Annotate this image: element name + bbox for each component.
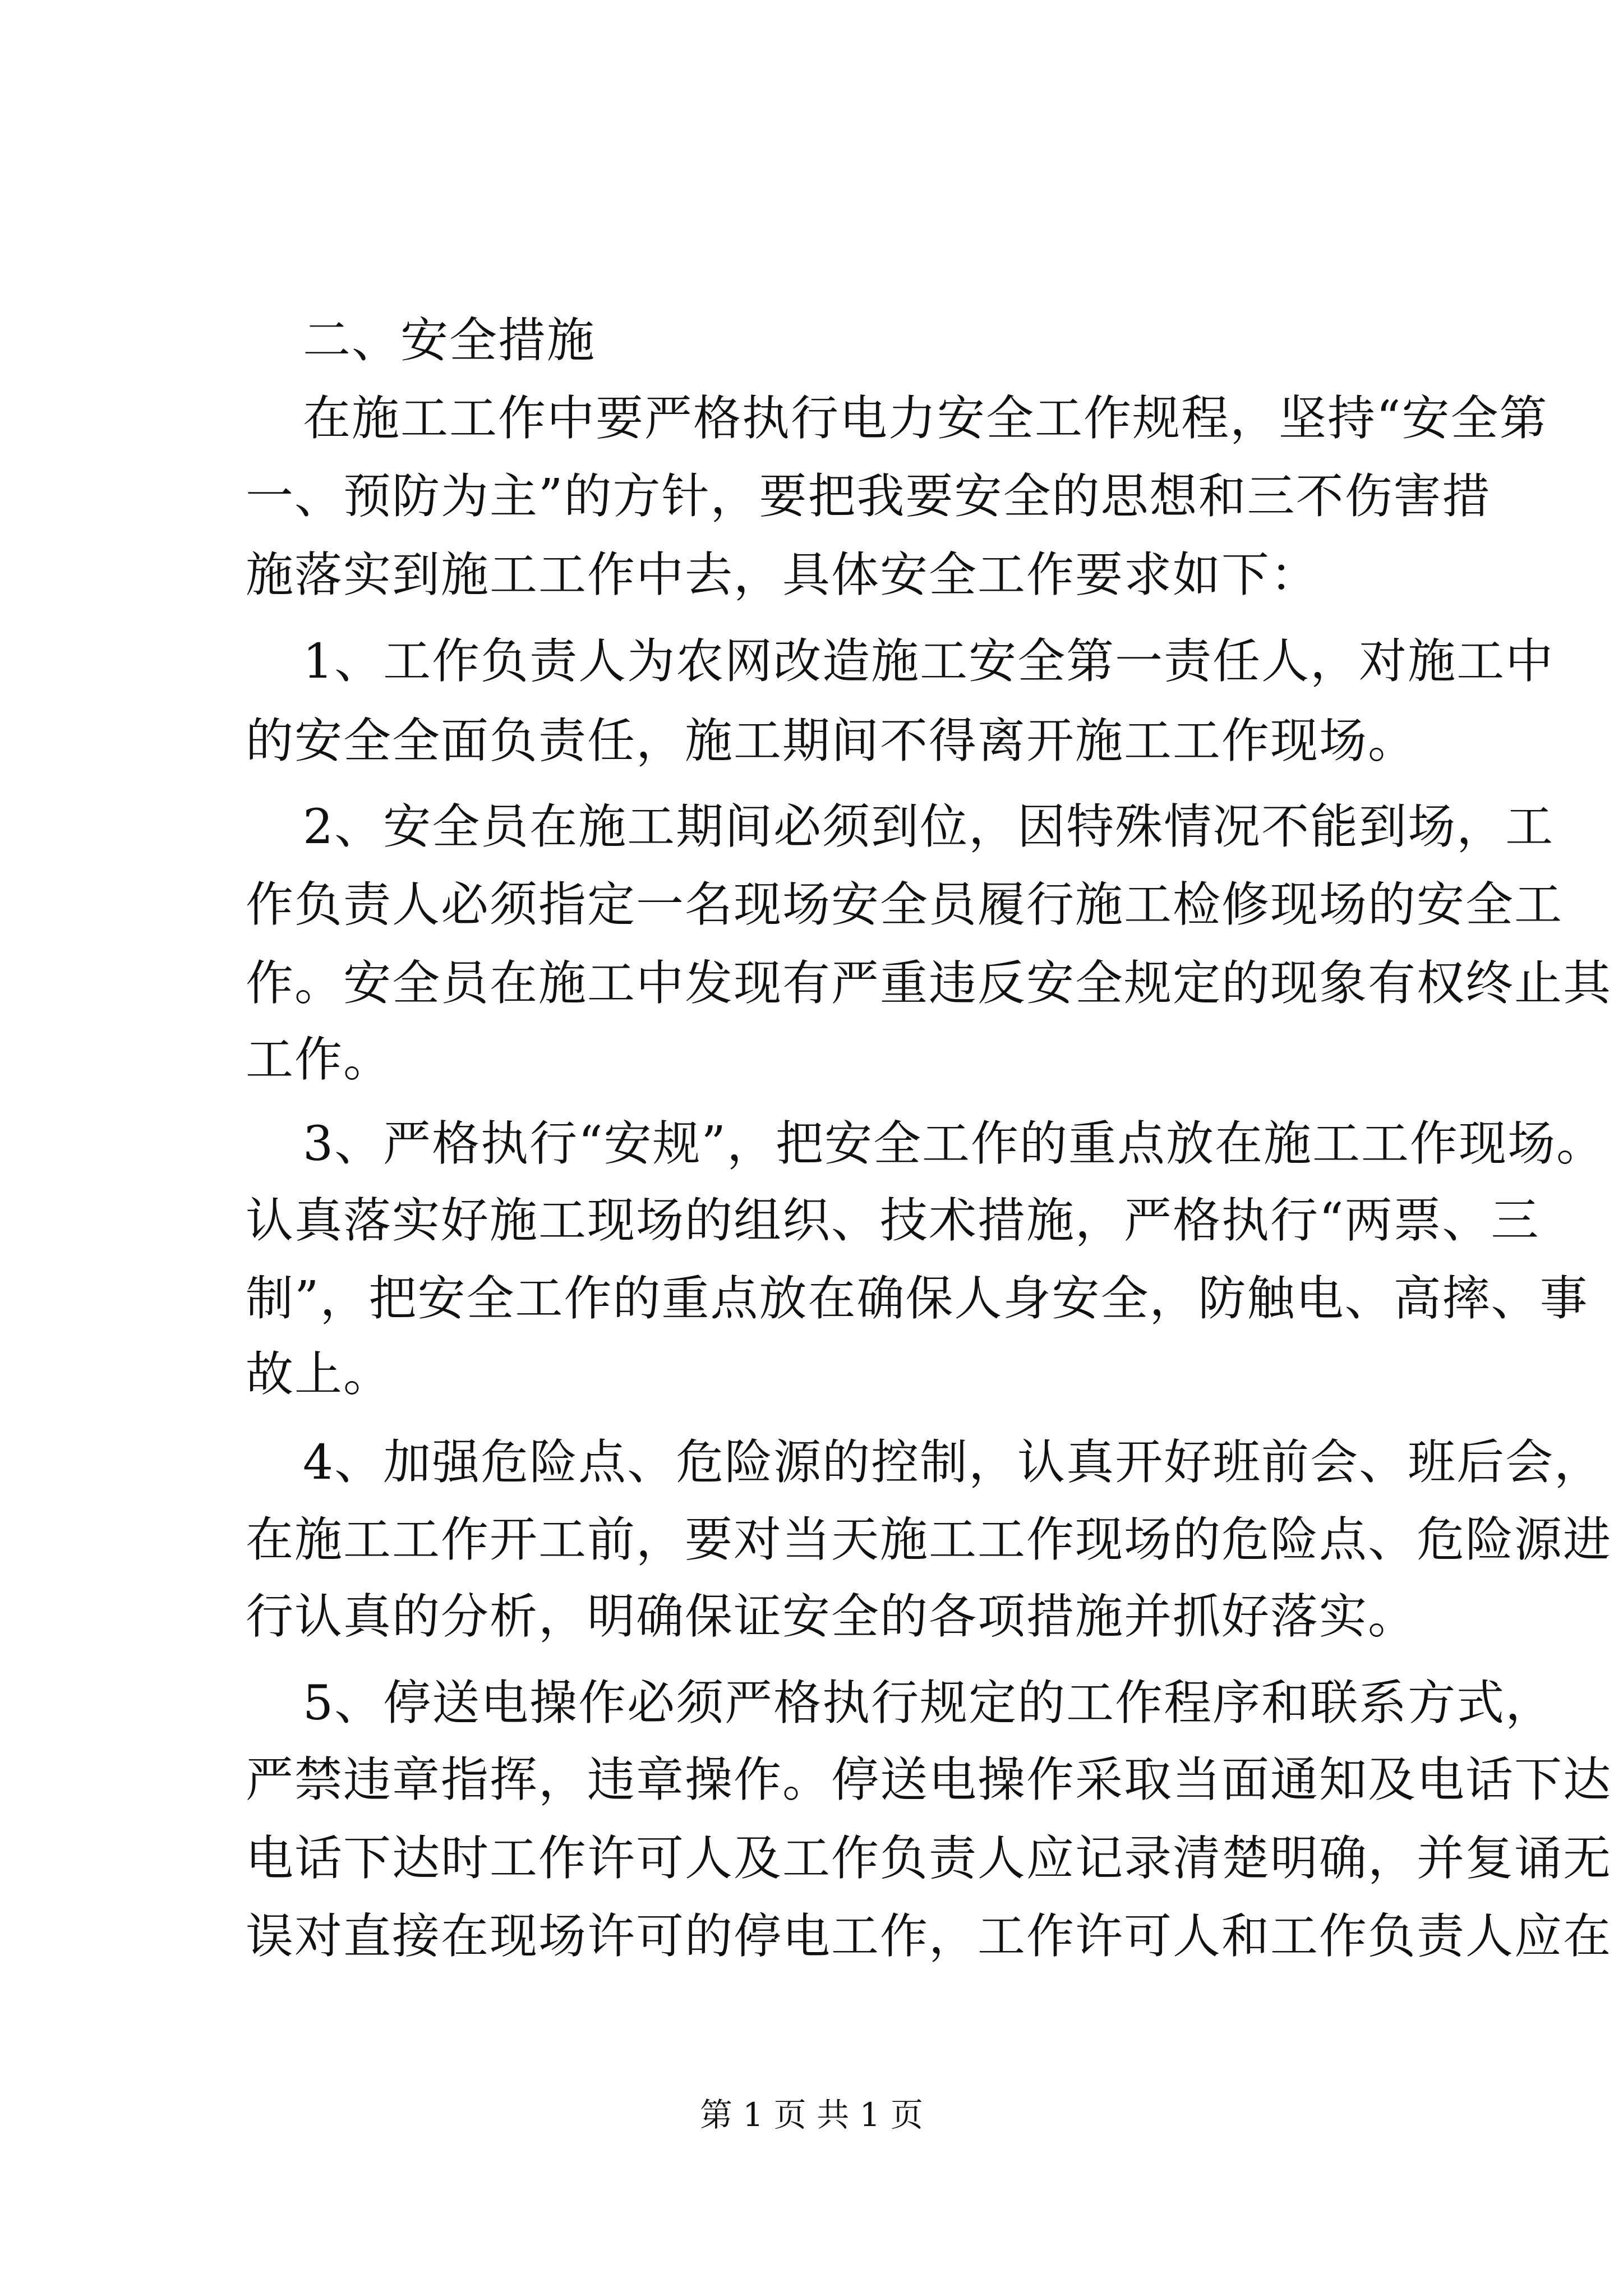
body-line: 作。安全员在施工中发现有严重违反安全规定的现象有权终止其 — [246, 956, 1612, 1011]
body-line: 行认真的分析，明确保证安全的各项措施并抓好落实。 — [246, 1589, 1417, 1645]
body-line: 作负责人必须指定一名现场安全员履行施工检修现场的安全工 — [246, 877, 1564, 933]
body-line: 1、工作负责人为农网改造施工安全第一责任人，对施工中 — [303, 634, 1555, 689]
body-line: 在施工工作开工前，要对当天施工工作现场的危险点、危险源进 — [246, 1512, 1612, 1568]
section-heading: 二、安全措施 — [303, 313, 596, 369]
body-line: 故上。 — [246, 1347, 393, 1402]
body-line: 严禁违章指挥，违章操作。停送电操作采取当面通知及电话下达 — [246, 1752, 1612, 1808]
body-line: 在施工工作中要严格执行电力安全工作规程，坚持“安全第 — [303, 391, 1548, 447]
body-line: 工作。 — [246, 1032, 393, 1088]
body-line: 认真落实好施工现场的组织、技术措施，严格执行“两票、三 — [246, 1193, 1540, 1249]
body-line: 一、预防为主”的方针，要把我要安全的思想和三不伤害措 — [246, 469, 1491, 524]
body-line: 3、严格执行“安规”，把安全工作的重点放在施工工作现场。 — [303, 1116, 1605, 1172]
body-line: 5、停送电操作必须严格执行规定的工作程序和联系方式， — [303, 1676, 1555, 1731]
body-line: 误对直接在现场许可的停电工作，工作许可人和工作负责人应在 — [246, 1909, 1612, 1964]
body-line: 施落实到施工工作中去，具体安全工作要求如下： — [246, 547, 1320, 603]
body-line: 4、加强危险点、危险源的控制，认真开好班前会、班后会， — [303, 1435, 1603, 1490]
body-line: 制”，把安全工作的重点放在确保人身安全，防触电、高摔、事 — [246, 1271, 1589, 1327]
body-line: 的安全全面负责任，施工期间不得离开施工工作现场。 — [246, 714, 1417, 769]
body-line: 电话下达时工作许可人及工作负责人应记录清楚明确，并复诵无 — [246, 1831, 1612, 1887]
body-line: 2、安全员在施工期间必须到位，因特殊情况不能到场，工 — [303, 799, 1555, 855]
page-footer: 第 1 页 共 1 页 — [700, 2096, 923, 2134]
